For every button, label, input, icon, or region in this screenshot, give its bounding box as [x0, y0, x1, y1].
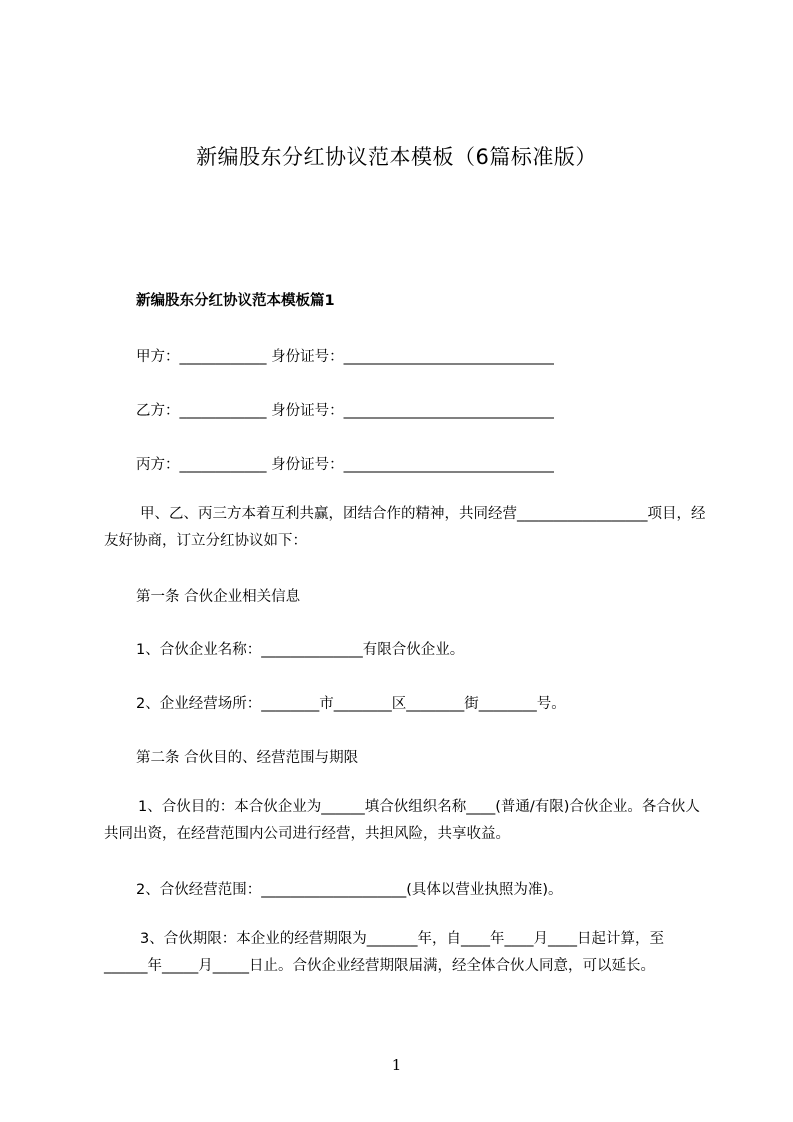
article-2-item-2: 2、合伙经营范围：____________________(具体以营业执照为准)。	[136, 882, 563, 898]
article-1-item-2: 2、企业经营场所：________市________区________街________号。	[136, 696, 566, 712]
article-1-item-1: 1、合伙企业名称：______________有限合伙企业。	[136, 642, 465, 658]
section-heading: 新编股东分红协议范本模板篇1	[136, 293, 335, 309]
party-a-line: 甲方：____________ 身份证号：_____________________________	[136, 349, 554, 365]
intro-paragraph: 甲、乙、丙三方本着互利共赢，团结合作的精神，共同经营__________________项目，经友好协商，订立分红协议如下：	[104, 506, 706, 549]
article-2-item-3: 3、合伙期限：本企业的经营期限为_______年，自____年____月____日起计算，至______年_____月_____日止。合伙企业经营期限届满，经全体合伙人同意，可以延长。	[104, 931, 664, 974]
party-b-line: 乙方：____________ 身份证号：_____________________________	[136, 403, 554, 419]
page-number: 1	[391, 1056, 402, 1074]
article-2-title: 第二条 合伙目的、经营范围与期限	[136, 750, 359, 766]
party-c-line: 丙方：____________ 身份证号：_____________________________	[136, 457, 554, 473]
document-title: 新编股东分红协议范本模板（6篇标准版）	[196, 145, 597, 169]
article-2-item-1: 1、合伙目的：本合伙企业为______填合伙组织名称____(普通/有限)合伙企业。各合伙人共同出资，在经营范围内公司进行经营，共担风险，共享收益。	[104, 799, 700, 842]
article-1-title: 第一条 合伙企业相关信息	[136, 589, 301, 605]
